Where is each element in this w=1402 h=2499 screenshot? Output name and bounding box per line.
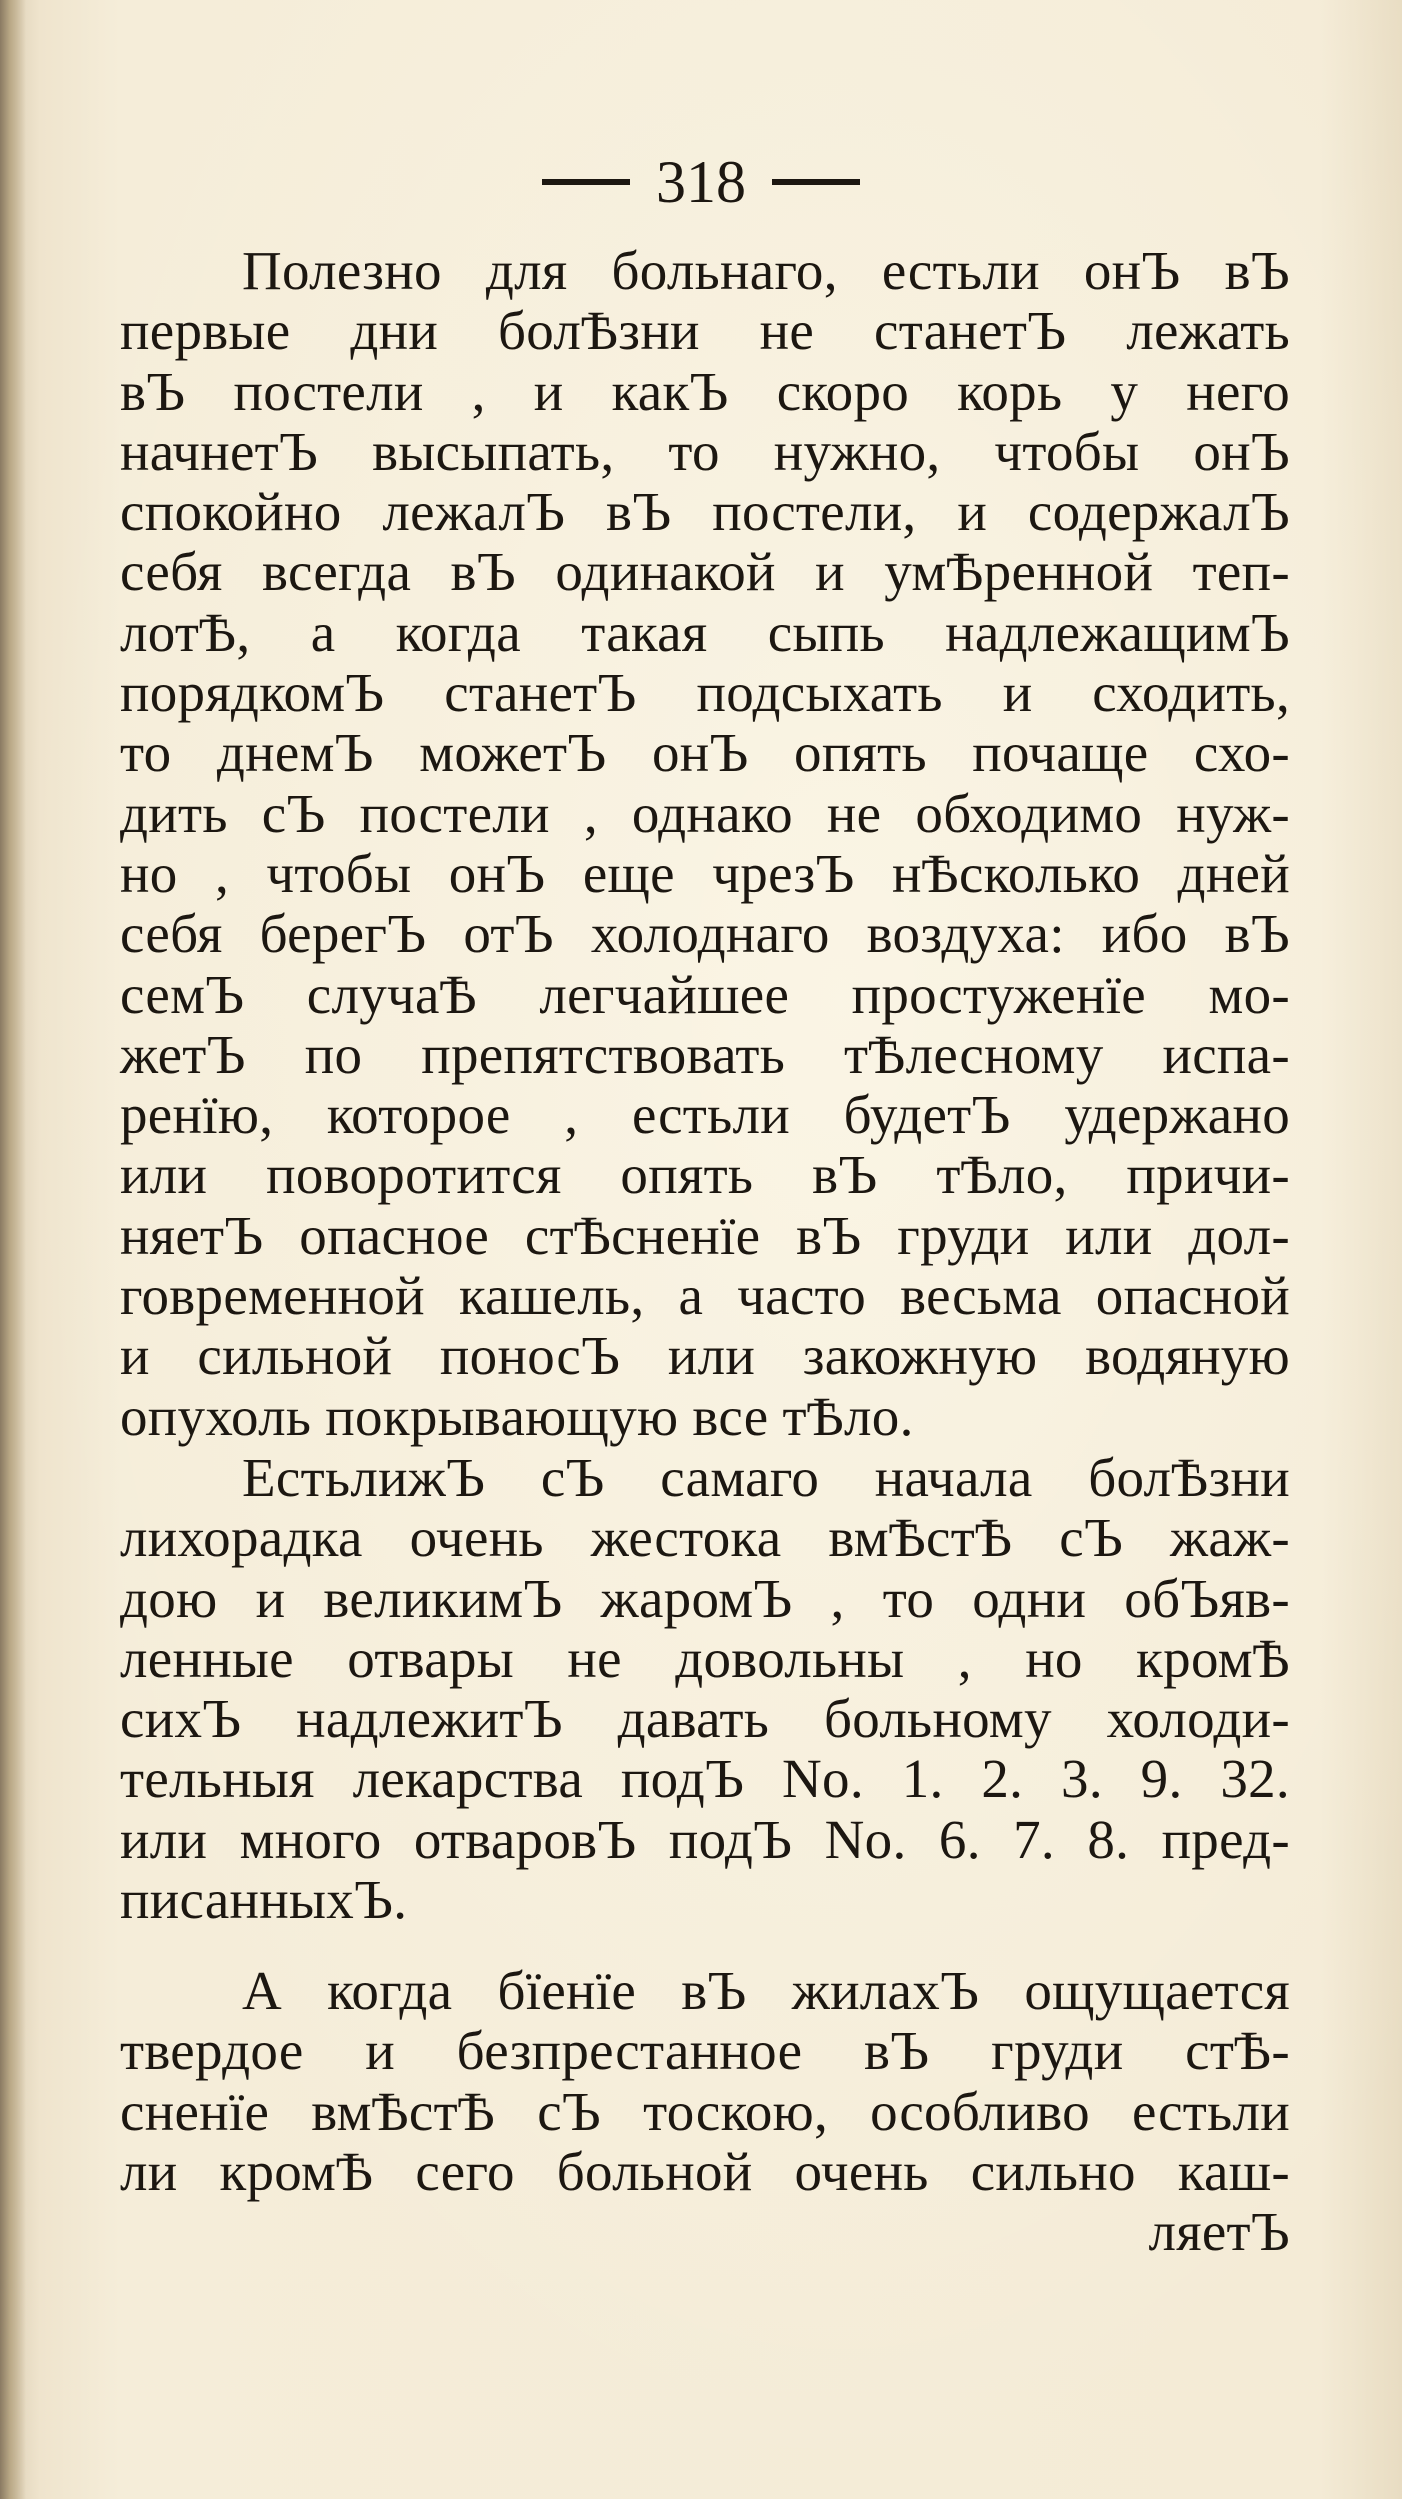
text-line: писанныхЪ.: [120, 1869, 408, 1931]
text-line: дить сЪ постели , однако не обходимо нуж-: [120, 782, 1290, 844]
text-line: А когда бїенїе вЪ жилахЪ ощущается: [242, 1960, 1290, 2021]
text-line: сихЪ надлежитЪ давать больному холоди-: [120, 1688, 1290, 1750]
text-line: спокойно лежалЪ вЪ постели, и содержалЪ: [120, 481, 1290, 543]
text-line: но , чтобы онЪ еще чрезЪ нѢсколько дней: [120, 842, 1290, 904]
paragraph-3: [120, 1961, 1290, 2262]
paragraph-1: [120, 241, 1290, 1447]
text-line: Полезно для больнаго, естьли онЪ вЪ: [242, 240, 1290, 301]
header-dash-left: [542, 179, 630, 185]
text-line: няетЪ опасное стѢсненїе вЪ груди или дол-: [120, 1204, 1290, 1266]
text-line: и сильной поносЪ или закожную водяную: [120, 1325, 1290, 1387]
text-line: тельныя лекарства подЪ No. 1. 2. 3. 9. 32.: [120, 1748, 1290, 1810]
binding-edge: [0, 0, 26, 2499]
text-line: опухоль покрывающую все тѢло.: [120, 1385, 914, 1447]
text-line: сненїе вмѢстѢ сЪ тоскою, особливо естьли: [120, 2080, 1290, 2142]
text-line: говременной кашель, а часто весьма опасной: [120, 1265, 1290, 1327]
text-line: ЕстьлижЪ сЪ самаго начала болѢзни: [242, 1447, 1290, 1508]
text-line: ленные отвары не довольны , но кромѢ: [120, 1627, 1290, 1689]
text-line: дою и великимЪ жаромЪ , то одни обЪяв-: [120, 1567, 1290, 1629]
text-line: порядкомЪ станетЪ подсыхать и сходить,: [120, 662, 1290, 724]
text-line: семЪ случаѢ легчайшее простуженїе мо-: [120, 963, 1290, 1025]
text-line: лотѢ, а когда такая сыпь надлежащимЪ: [120, 601, 1290, 663]
page-header: [0, 138, 1402, 220]
text-line: то днемЪ можетЪ онЪ опять почаще схо-: [120, 722, 1290, 784]
text-line: первые дни болѢзни не станетЪ лежать: [120, 300, 1290, 362]
text-line: твердое и безпрестанное вЪ груди стѢ-: [120, 2020, 1290, 2082]
text-line: лихорадка очень жестока вмѢстѢ сЪ жаж-: [120, 1507, 1290, 1569]
text-line: ренїю, которое , естьли будетЪ удержано: [120, 1084, 1290, 1146]
header-dash-right: [772, 179, 860, 185]
text-line: начнетЪ высыпать, то нужно, чтобы онЪ: [120, 420, 1290, 482]
paragraph-2: [120, 1448, 1290, 1930]
catchword: ляетЪ: [1148, 2201, 1290, 2263]
text-line: ли кромѢ сего больной очень сильно каш-: [120, 2140, 1290, 2202]
text-line: вЪ постели , и какЪ скоро корь у него: [120, 360, 1290, 422]
text-line: себя берегЪ отЪ холоднаго воздуха: ибо вЪ: [120, 903, 1290, 965]
text-line: или много отваровЪ подЪ No. 6. 7. 8. пред-: [120, 1808, 1290, 1870]
text-line: жетЪ по препятствовать тѢлесному испа-: [120, 1023, 1290, 1085]
text-line: себя всегда вЪ одинакой и умѢренной теп-: [120, 541, 1290, 603]
page-number: 318: [656, 149, 746, 216]
text-line: или поворотится опять вЪ тѢло, причи-: [120, 1144, 1290, 1206]
